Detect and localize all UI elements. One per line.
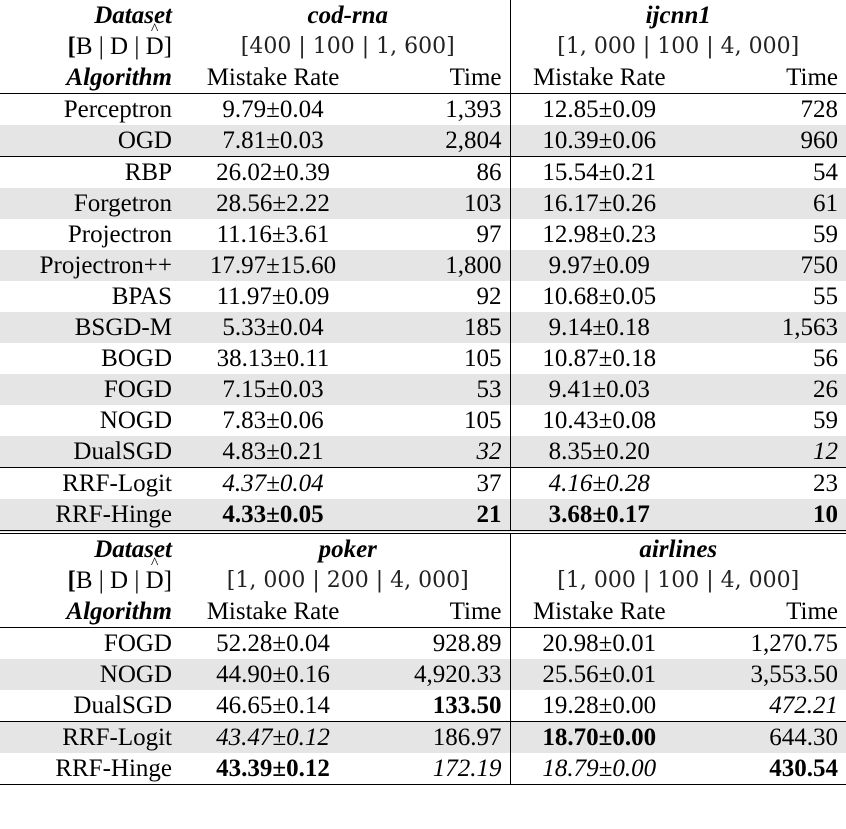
mistake-rate-cell: 46.65±0.14 <box>186 690 360 722</box>
mistake-rate-header: Mistake Rate <box>510 62 688 94</box>
mistake-rate-cell: 44.90±0.16 <box>186 659 360 690</box>
mistake-rate-cell: 11.97±0.09 <box>216 283 330 310</box>
time-header: Time <box>688 596 846 628</box>
dataset-name: ijcnn1 <box>645 2 711 29</box>
mistake-rate-cell: 18.79±0.00 <box>510 753 688 785</box>
algorithm-cell: Projectron++ <box>0 250 186 281</box>
mistake-rate-cell: 7.81±0.03 <box>186 125 360 157</box>
time-cell: 26 <box>688 374 846 405</box>
mistake-rate-cell: 10.39±0.06 <box>510 125 688 157</box>
algorithm-cell: DualSGD <box>0 436 186 468</box>
time-cell: 59 <box>813 407 839 434</box>
table-row <box>0 722 846 754</box>
mistake-rate-cell: 52.28±0.04 <box>216 630 330 657</box>
mistake-rate-cell: 8.35±0.20 <box>510 436 688 468</box>
mistake-rate-cell: 12.98±0.23 <box>542 221 657 248</box>
time-cell: 55 <box>813 283 839 310</box>
table-row <box>0 436 846 468</box>
header-row-columns <box>0 62 846 94</box>
table-row <box>0 405 846 436</box>
algorithm-cell: BPAS <box>111 283 172 310</box>
time-cell: 928.89 <box>360 628 510 660</box>
time-cell: 105 <box>360 343 510 374</box>
mistake-rate-cell: 9.97±0.09 <box>510 250 688 281</box>
algorithm-cell: FOGD <box>0 374 186 405</box>
time-cell: 23 <box>813 470 839 497</box>
time-cell: 2,804 <box>360 125 510 157</box>
table-row <box>0 94 846 126</box>
mistake-rate-cell: 20.98±0.01 <box>542 630 657 657</box>
mistake-rate-cell: 9.41±0.03 <box>510 374 688 405</box>
dataset-config: [1, 000 | 200 | 4, 000] <box>186 565 510 596</box>
config-label: [B | D | ^ D] <box>0 31 186 62</box>
table-row <box>0 188 846 219</box>
dataset-config: [400 | 100 | 1, 600] <box>186 31 510 62</box>
time-cell: 1,393 <box>360 94 510 126</box>
time-cell: 10 <box>688 499 846 532</box>
dataset-config: [1, 000 | 100 | 4, 000] <box>557 33 800 59</box>
mistake-rate-cell: 43.47±0.12 <box>186 722 360 754</box>
time-cell: 105 <box>360 405 510 436</box>
time-cell: 86 <box>360 157 510 189</box>
dataset-name: airlines <box>639 536 718 563</box>
time-cell: 3,553.50 <box>688 659 846 690</box>
mistake-rate-cell: 5.33±0.04 <box>186 312 360 343</box>
time-cell: 1,270.75 <box>750 630 839 657</box>
mistake-rate-cell: 10.43±0.08 <box>542 407 657 434</box>
algorithm-cell: Projectron <box>67 221 172 248</box>
dataset-label: Dataset <box>94 2 172 29</box>
mistake-rate-cell: 10.68±0.05 <box>542 283 657 310</box>
time-cell: 960 <box>688 125 846 157</box>
mistake-rate-cell: 9.14±0.18 <box>510 312 688 343</box>
mistake-rate-cell: 38.13±0.11 <box>216 345 330 372</box>
header-row-config <box>0 565 846 596</box>
algorithm-cell: DualSGD <box>0 690 186 722</box>
header-row-columns <box>0 596 846 628</box>
table-row <box>0 281 846 312</box>
time-header: Time <box>360 62 510 94</box>
algorithm-cell: BOGD <box>101 345 172 372</box>
time-header: Time <box>688 62 846 94</box>
table-row <box>0 157 846 189</box>
time-cell: 97 <box>360 219 510 250</box>
table-row <box>0 468 846 500</box>
algorithm-cell: RRF-Hinge <box>0 499 186 532</box>
time-cell: 4,920.33 <box>360 659 510 690</box>
time-cell: 133.50 <box>360 690 510 722</box>
time-cell: 12 <box>688 436 846 468</box>
dataset-config: [1, 000 | 100 | 4, 000] <box>557 567 800 593</box>
time-cell: 54 <box>813 159 839 186</box>
mistake-rate-cell: 16.17±0.26 <box>510 188 688 219</box>
table-row <box>0 343 846 374</box>
time-cell: 430.54 <box>688 753 846 785</box>
time-cell: 1,800 <box>360 250 510 281</box>
algorithm-label: Algorithm <box>0 62 186 94</box>
mistake-rate-cell: 15.54±0.21 <box>542 159 657 186</box>
mistake-rate-header: Mistake Rate <box>510 596 688 628</box>
mistake-rate-cell: 10.87±0.18 <box>542 345 657 372</box>
mistake-rate-cell: 18.70±0.00 <box>510 722 688 754</box>
algorithm-cell: NOGD <box>0 659 186 690</box>
mistake-rate-header: Mistake Rate <box>186 62 360 94</box>
algorithm-cell: Forgetron <box>0 188 186 219</box>
dataset-name: poker <box>186 532 510 565</box>
time-cell: 186.97 <box>360 722 510 754</box>
time-cell: 37 <box>360 468 510 500</box>
time-cell: 750 <box>688 250 846 281</box>
table-row <box>0 250 846 281</box>
table-row <box>0 219 846 250</box>
mistake-rate-cell: 12.85±0.09 <box>542 96 657 123</box>
time-cell: 61 <box>688 188 846 219</box>
time-cell: 92 <box>360 281 510 312</box>
algorithm-cell: NOGD <box>99 407 172 434</box>
mistake-rate-header: Mistake Rate <box>186 596 360 628</box>
mistake-rate-cell: 17.97±15.60 <box>186 250 360 281</box>
time-cell: 728 <box>800 96 839 123</box>
header-row-dataset <box>0 0 846 31</box>
mistake-rate-cell: 19.28±0.00 <box>510 690 688 722</box>
mistake-rate-cell: 7.83±0.06 <box>222 407 324 434</box>
mistake-rate-cell: 4.37±0.04 <box>222 470 324 497</box>
table2-body <box>0 628 846 785</box>
mistake-rate-cell: 11.16±3.61 <box>216 221 330 248</box>
time-cell: 644.30 <box>688 722 846 754</box>
time-header: Time <box>360 596 510 628</box>
table1-body <box>0 94 846 533</box>
algorithm-cell: RRF-Logit <box>62 470 172 497</box>
table-row <box>0 374 846 405</box>
algorithm-cell: RBP <box>124 159 172 186</box>
algorithm-cell: BSGD-M <box>0 312 186 343</box>
mistake-rate-cell: 43.39±0.12 <box>186 753 360 785</box>
mistake-rate-cell: 7.15±0.03 <box>186 374 360 405</box>
table-row <box>0 659 846 690</box>
header-row-config <box>0 31 846 62</box>
table-row <box>0 125 846 157</box>
algorithm-cell: FOGD <box>103 630 172 657</box>
mistake-rate-cell: 28.56±2.22 <box>186 188 360 219</box>
time-cell: 21 <box>360 499 510 532</box>
table-row <box>0 312 846 343</box>
algorithm-cell: Perceptron <box>63 96 172 123</box>
table-row <box>0 499 846 532</box>
time-cell: 53 <box>360 374 510 405</box>
mistake-rate-cell: 4.83±0.21 <box>186 436 360 468</box>
time-cell: 172.19 <box>360 753 510 785</box>
dataset-label: Dataset <box>94 536 172 563</box>
mistake-rate-cell: 4.33±0.05 <box>186 499 360 532</box>
algorithm-label: Algorithm <box>0 596 186 628</box>
mistake-rate-cell: 25.56±0.01 <box>510 659 688 690</box>
time-cell: 472.21 <box>688 690 846 722</box>
table-row <box>0 753 846 785</box>
table-row <box>0 690 846 722</box>
time-cell: 59 <box>813 221 839 248</box>
mistake-rate-cell: 4.16±0.28 <box>548 470 650 497</box>
time-cell: 1,563 <box>688 312 846 343</box>
table-row <box>0 628 846 660</box>
time-cell: 32 <box>360 436 510 468</box>
time-cell: 56 <box>813 345 839 372</box>
config-label: [B | D | ^ D] <box>0 565 186 596</box>
dataset-name: cod-rna <box>186 0 510 31</box>
time-cell: 103 <box>360 188 510 219</box>
mistake-rate-cell: 3.68±0.17 <box>510 499 688 532</box>
algorithm-cell: RRF-Hinge <box>0 753 186 785</box>
algorithm-cell: RRF-Logit <box>0 722 186 754</box>
mistake-rate-cell: 9.79±0.04 <box>222 96 324 123</box>
header-row-dataset <box>0 532 846 565</box>
time-cell: 185 <box>360 312 510 343</box>
algorithm-cell: OGD <box>0 125 186 157</box>
mistake-rate-cell: 26.02±0.39 <box>216 159 330 186</box>
